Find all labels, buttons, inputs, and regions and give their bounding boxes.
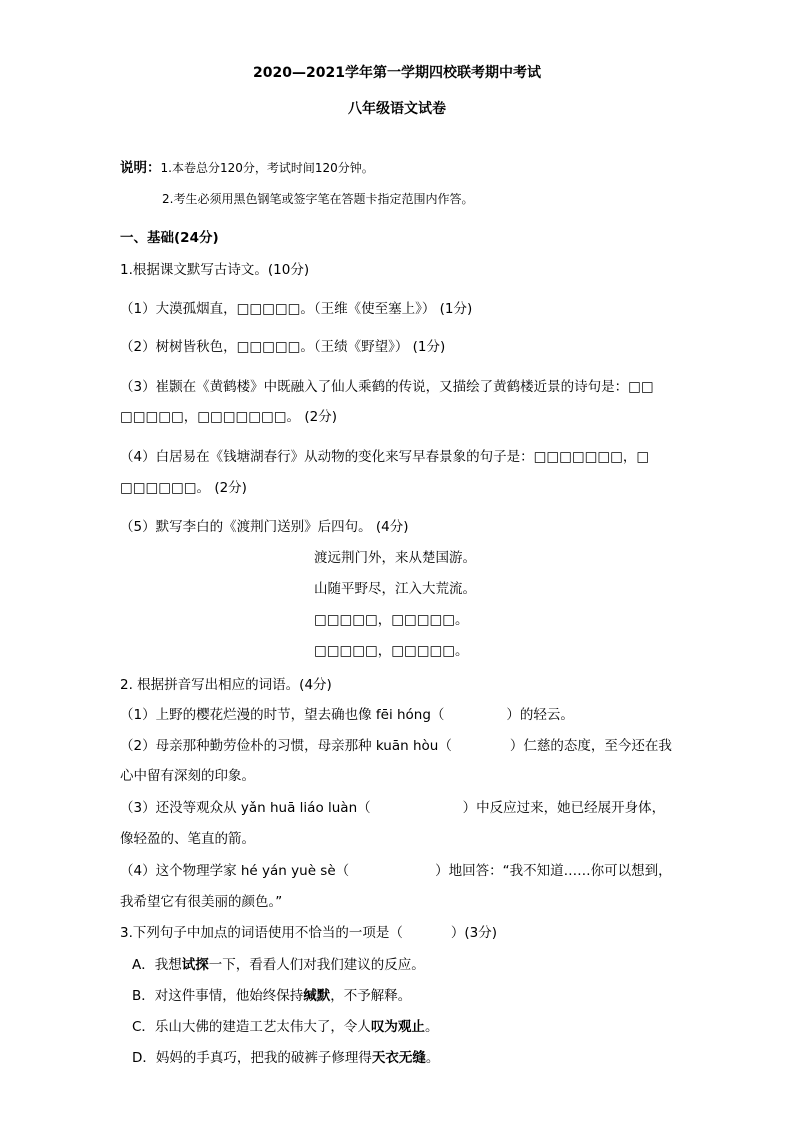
q2-part-3-text: （3）还没等观众从 yǎn huā liáo luàn（ xyxy=(120,800,371,816)
poem-line: 渡远荆门外，来从楚国游。 xyxy=(314,550,476,566)
q2-part-4-text: （4）这个物理学家 hé yán yuè sè（ xyxy=(120,863,350,879)
option-keyword: 缄默 xyxy=(303,988,331,1004)
notes-item-1: 1.本卷总分120分，考试时间120分钟。 xyxy=(160,161,374,175)
q1-part-2: （2）树树皆秋色，□□□□□。（王绩《野望》） (1分) xyxy=(120,339,446,355)
q2-part-3-text-end: ）中反应过来，她已经展开身体， xyxy=(462,800,666,816)
option-keyword: 天衣无缝 xyxy=(371,1050,426,1066)
section-heading: 一、基础(24分) xyxy=(120,230,219,246)
option-text-end: ，不予解释。 xyxy=(330,988,412,1004)
q2-stem: 2. 根据拼音写出相应的词语。(4分) xyxy=(120,677,332,693)
option-keyword: 试探 xyxy=(181,957,209,973)
q3-option-a[interactable] xyxy=(132,956,425,974)
q2-part-1-text-end: ）的轻云。 xyxy=(506,707,574,723)
q2-part-2-text: （2）母亲那种勤劳俭朴的习惯，母亲那种 kuān hòu（ xyxy=(120,738,452,754)
notes-line-1 xyxy=(120,159,374,177)
q3-stem-text: 3.下列句子中加点的词语使用不恰当的一项是（ xyxy=(120,925,403,941)
q2-part-2-text-end: ）仁慈的态度，至今还在我 xyxy=(509,738,672,754)
q2-part-3-line-2: 像轻盈的、笔直的箭。 xyxy=(120,831,255,847)
option-text-end: 。 xyxy=(425,1050,440,1066)
q3-option-b[interactable] xyxy=(132,987,411,1005)
notes-item-2: 2.考生必须用黑色钢笔或签字笔在答题卡指定范围内作答。 xyxy=(162,192,474,206)
option-text: B．对这件事情，他始终保持 xyxy=(132,988,304,1004)
q2-part-4-line-2: 我希望它有很美丽的颜色。” xyxy=(120,894,283,910)
option-text-end: 一下，看看人们对我们建议的反应。 xyxy=(208,957,425,973)
option-text-end: 。 xyxy=(424,1019,439,1035)
q3-option-c[interactable] xyxy=(132,1018,438,1036)
q1-stem: 1.根据课文默写古诗文。(10分) xyxy=(120,262,310,278)
q1-part-5: （5）默写李白的《渡荆门送别》后四句。 (4分) xyxy=(120,519,409,535)
q1-part-3-line-1: （3）崔颢在《黄鹤楼》中既融入了仙人乘鹤的传说，又描绘了黄鹤楼近景的诗句是：□□ xyxy=(120,379,654,395)
q1-part-4-line-1: （4）白居易在《钱塘湖春行》从动物的变化来写早春景象的句子是：□□□□□□□，□ xyxy=(120,449,650,465)
q2-part-3 xyxy=(120,799,665,817)
q3-stem-text-end: ）(3分) xyxy=(450,925,498,941)
poem-line: □□□□□，□□□□□。 xyxy=(314,643,469,659)
option-text: D．妈妈的手真巧，把我的破裤子修理得 xyxy=(132,1050,372,1066)
q1-part-4-line-2: □□□□□□。 (2分) xyxy=(120,480,247,496)
option-keyword: 叹为观止 xyxy=(370,1019,425,1035)
q2-part-2-line-2: 心中留有深刻的印象。 xyxy=(120,768,255,784)
option-text: C．乐山大佛的建造工艺太伟大了，令人 xyxy=(132,1019,371,1035)
poem-line: 山随平野尽，江入大荒流。 xyxy=(314,581,476,597)
option-text: A．我想 xyxy=(132,957,182,973)
poem-line: □□□□□，□□□□□。 xyxy=(314,612,469,628)
exam-title: 2020—2021学年第一学期四校联考期中考试 xyxy=(253,65,541,81)
q1-part-3-line-2: □□□□□，□□□□□□□。 (2分) xyxy=(120,409,337,425)
q2-part-1 xyxy=(120,706,574,724)
q3-option-d[interactable] xyxy=(132,1049,439,1067)
q2-part-1-text: （1）上野的樱花烂漫的时节，望去确也像 fēi hóng（ xyxy=(120,707,445,723)
q2-part-4 xyxy=(120,862,672,880)
q2-part-4-text-end: ）地回答：“我不知道……你可以想到， xyxy=(435,863,672,879)
q2-part-2 xyxy=(120,737,672,755)
exam-subtitle: 八年级语文试卷 xyxy=(348,101,446,117)
notes-label: 说明： xyxy=(120,160,161,176)
q1-part-1: （1）大漠孤烟直，□□□□□。（王维《使至塞上》） (1分) xyxy=(120,301,473,317)
q3-stem xyxy=(120,924,497,942)
